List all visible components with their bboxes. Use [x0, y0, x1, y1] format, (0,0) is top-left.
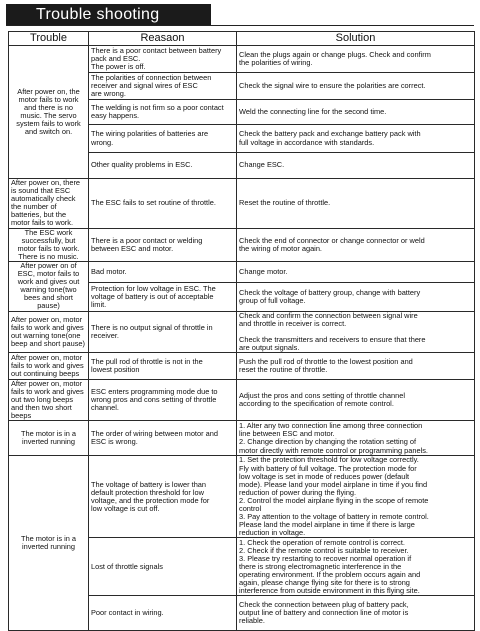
solution-cell — [237, 283, 475, 311]
column-header-trouble: Trouble — [9, 32, 89, 46]
reason-cell — [89, 456, 237, 538]
solution-cell — [237, 596, 475, 631]
page-title: Trouble shooting — [36, 6, 160, 23]
reason-cell — [89, 73, 237, 100]
reason-cell — [89, 311, 237, 352]
trouble-text: After power on, motor fails to work and gives out warning tone(one beep and short pause) — [11, 314, 85, 348]
solution-cell — [237, 153, 475, 179]
reason-text: Bad motor. — [91, 266, 127, 276]
column-header-solution: Solution — [237, 32, 475, 46]
solution-text: Check the connection between plug of battery pack, output line of battery and connection line of motor is reliable. — [239, 600, 409, 626]
solution-text: Check the voltage of battery group, change with battery group of full voltage. — [239, 287, 421, 305]
reason-cell — [89, 228, 237, 261]
trouble-text: After power on of ESC, motor fails to work and gives out warning tone(two bees and short pause) — [17, 261, 80, 311]
title-rule — [6, 25, 474, 26]
trouble-cell — [9, 421, 89, 456]
reason-cell — [89, 421, 237, 456]
reason-cell — [89, 379, 237, 420]
reason-text: The ESC fails to set routine of throttle. — [91, 198, 216, 208]
reason-text: ESC enters programming mode due to wrong pros and cons setting of throttle channel. — [91, 387, 218, 413]
solution-cell — [237, 73, 475, 100]
solution-cell — [237, 125, 475, 153]
reason-text: Poor contact in wiring. — [91, 608, 164, 618]
reason-cell — [89, 46, 237, 73]
table-row — [9, 456, 475, 538]
reason-cell — [89, 179, 237, 229]
trouble-cell — [9, 456, 89, 631]
trouble-cell — [9, 46, 89, 179]
reason-cell — [89, 352, 237, 379]
reason-cell — [89, 125, 237, 153]
trouble-cell — [9, 379, 89, 420]
solution-text: 1. Check the operation of remote control is correct. 2. Check if the remote control is suitable to receiver. 3. Please try restarting to recover normal operation if there is strong electromagnetic interference in the operating environment. If the problem occurs again and again, please change flying site for there is to strong interference from outside environment in this flying site. — [239, 537, 421, 596]
table-row — [9, 46, 475, 73]
solution-cell — [237, 179, 475, 229]
reason-cell — [89, 100, 237, 125]
solution-text: 1. Alter any two connection line among three connection line between ESC and motor. 2. Change direction by changing the rotation setting of motor directly with remote control or programming panels. — [239, 421, 428, 455]
solution-cell — [237, 352, 475, 379]
solution-cell — [237, 538, 475, 596]
table-header-row — [9, 32, 475, 46]
trouble-text: After power on, the motor fails to work and there is no music. The servo system fails to work and switch on. — [16, 86, 81, 137]
table-row — [9, 421, 475, 456]
solution-text: Check the end of connector or change connector or weld the wiring of motor again. — [239, 235, 425, 253]
reason-text: There is no output signal of throttle in receiver. — [91, 322, 213, 340]
solution-cell — [237, 46, 475, 73]
solution-text: Adjust the pros and cons setting of throttle channel according to the specification of remote control. — [239, 391, 405, 409]
trouble-text: The motor is in a inverted running — [20, 534, 77, 552]
solution-text: Clean the plugs again or change plugs. Check and confirm the polarities of wiring. — [239, 49, 431, 67]
solution-text: Reset the routine of throttle. — [239, 198, 331, 208]
reason-text: The voltage of battery is lower than default protection threshold for low voltage, and the protection mode for low voltage is cut off. — [91, 479, 210, 513]
reason-text: The pull rod of throttle is not in the lowest position — [91, 356, 203, 374]
reason-text: The wiring polarities of batteries are wrong. — [91, 129, 209, 147]
solution-text: Check and confirm the connection between signal wire and throttle in receiver is correct. Check the transmitters and receivers to ensure that there are output signals. — [239, 311, 426, 352]
trouble-text: After power on, motor fails to work and gives out two long beeps and then two short beeps — [11, 379, 84, 421]
troubleshooting-table — [8, 31, 475, 631]
solution-cell — [237, 261, 475, 282]
table-row — [9, 228, 475, 261]
reason-text: Other quality problems in ESC. — [91, 160, 193, 170]
reason-cell — [89, 283, 237, 311]
solution-text: Change motor. — [239, 266, 288, 276]
solution-text: 1. Set the protection threshold for low voltage correctly. Fly with battery of full voltage. The protection mode for low voltage is set in mode of reduces power (default mode). Please land your model airplane in time if you find reduction of power during the flying. 2. Control the model airplane flying in the scope of remote control 3. Pay attention to the voltage of battery in remote control. Please land the model airplane in time if there is large reduction in voltage. — [239, 455, 429, 538]
table-row — [9, 179, 475, 229]
trouble-cell — [9, 179, 89, 229]
table-row — [9, 379, 475, 420]
trouble-text: The ESC work successfully, but motor fails to work. There is no music. — [17, 228, 80, 261]
reason-text: The order of wiring between motor and ESC is wrong. — [91, 429, 218, 447]
solution-text: Weld the connecting line for the second time. — [239, 106, 387, 116]
reason-cell — [89, 538, 237, 596]
trouble-text: After power on, there is sound that ESC automatically check the number of batteries, but the motor fails to work. — [11, 178, 81, 228]
reason-text: The welding is not firm so a poor contact easy happens. — [91, 102, 224, 120]
solution-cell — [237, 379, 475, 420]
solution-text: Check the battery pack and exchange battery pack with full voltage in accordance with standards. — [239, 129, 421, 147]
solution-cell — [237, 421, 475, 456]
trouble-cell — [9, 228, 89, 261]
table-row — [9, 352, 475, 379]
reason-text: There is a poor contact or welding between ESC and motor. — [91, 235, 203, 253]
trouble-cell — [9, 261, 89, 311]
solution-text: Check the signal wire to ensure the polarities are correct. — [239, 80, 426, 90]
trouble-text: After power on, motor fails to work and gives out continuing beeps — [11, 352, 84, 379]
title-banner — [6, 4, 211, 26]
table-row — [9, 261, 475, 282]
solution-cell — [237, 311, 475, 352]
reason-text: Lost of throttle signals — [91, 561, 163, 571]
trouble-cell — [9, 311, 89, 352]
reason-cell — [89, 153, 237, 179]
reason-text: The polarities of connection between receiver and signal wires of ESC are wrong. — [91, 72, 212, 99]
reason-text: Protection for low voltage in ESC. The voltage of battery is out of acceptable limit. — [91, 283, 216, 309]
solution-cell — [237, 456, 475, 538]
solution-text: Push the pull rod of throttle to the lowest position and reset the routine of throttle. — [239, 356, 413, 374]
reason-text: There is a poor contact between battery pack and ESC. The power is off. — [91, 45, 222, 72]
trouble-text: The motor is in a inverted running — [20, 429, 77, 447]
reason-cell — [89, 261, 237, 282]
solution-cell — [237, 228, 475, 261]
column-header-reason: Reasaon — [89, 32, 237, 46]
reason-cell — [89, 596, 237, 631]
solution-text: Change ESC. — [239, 160, 285, 170]
solution-cell — [237, 100, 475, 125]
trouble-cell — [9, 352, 89, 379]
table-row — [9, 311, 475, 352]
